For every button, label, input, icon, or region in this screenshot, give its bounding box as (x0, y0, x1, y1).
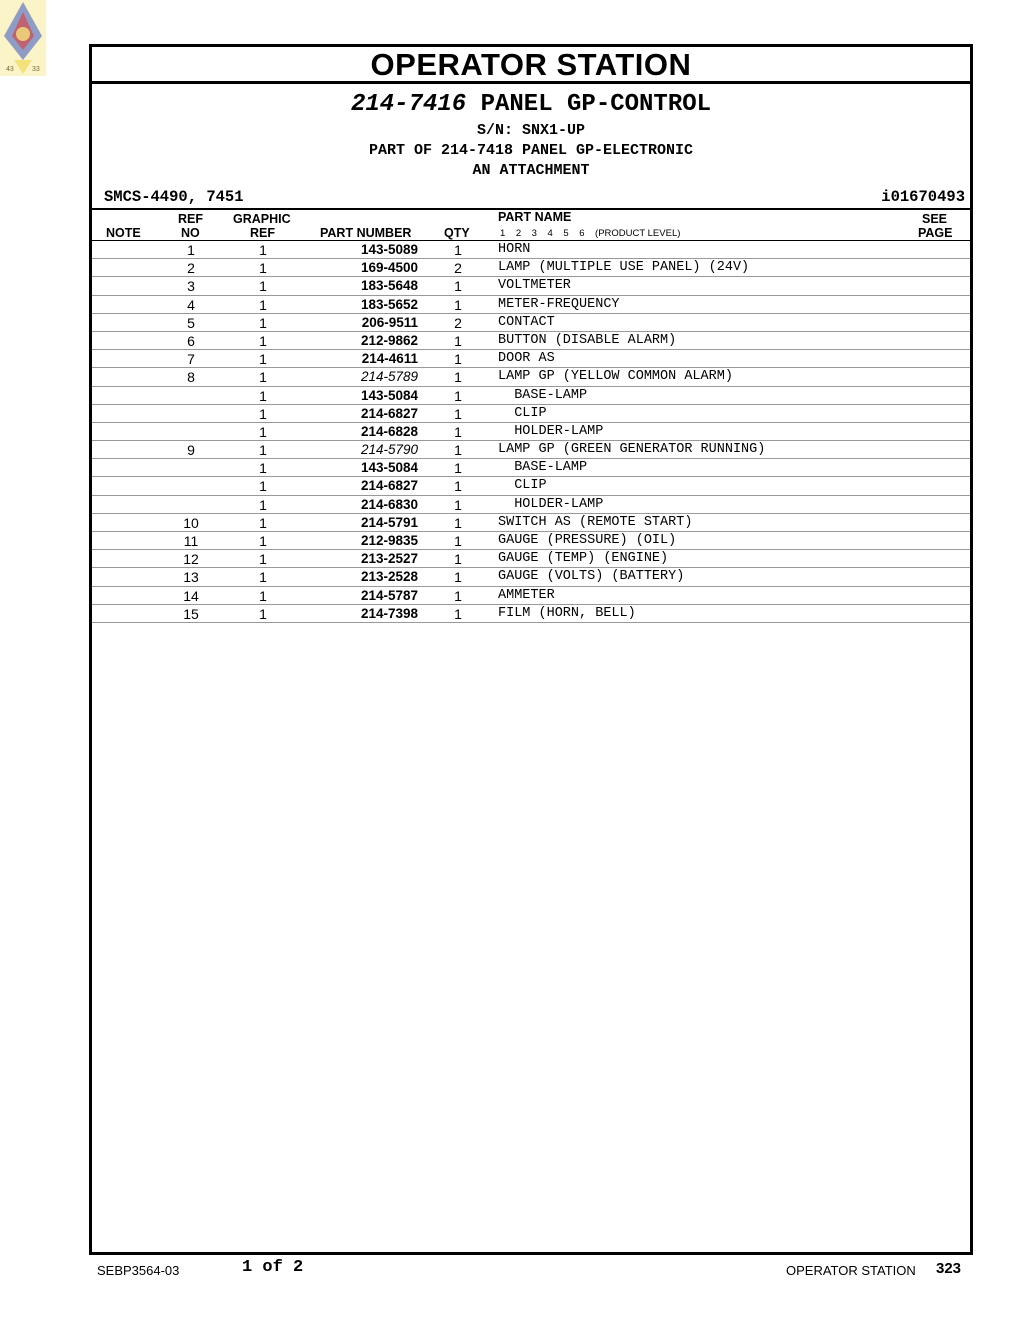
footer-doc-number: SEBP3564-03 (97, 1263, 180, 1278)
part-number: 214-5790 (360, 442, 418, 458)
publisher-logo (0, 0, 46, 76)
col-part-number: PART NUMBER (320, 226, 412, 240)
part-number: 206-9511 (361, 314, 418, 330)
part-number: 214-6828 (360, 423, 418, 439)
graphic-ref: 1 (259, 387, 267, 404)
table-row (92, 568, 970, 586)
qty: 1 (454, 405, 462, 422)
ref-no: 6 (187, 332, 195, 349)
qty: 1 (454, 514, 462, 531)
qty: 1 (454, 533, 462, 549)
ref-no: 8 (187, 369, 195, 386)
part-number: 214-5789 (360, 369, 418, 385)
part-name: LAMP GP (GREEN GENERATOR RUNNING) (498, 442, 766, 458)
graphic-ref: 1 (259, 260, 267, 277)
graphic-ref: 1 (259, 478, 267, 495)
part-number: 214-7398 (360, 605, 418, 621)
part-number: 212-9835 (360, 533, 418, 548)
part-number: 183-5652 (360, 296, 418, 312)
logo-left-number: 43 (6, 66, 14, 73)
graphic-ref: 1 (259, 442, 267, 459)
qty: 1 (454, 296, 462, 313)
table-row (92, 368, 970, 386)
graphic-ref: 1 (259, 314, 267, 331)
qty: 1 (454, 332, 462, 349)
ref-no: 9 (187, 442, 195, 459)
part-name: CLIP (498, 478, 547, 494)
assembly-title (92, 91, 970, 118)
qty: 1 (454, 605, 462, 622)
column-headers (92, 210, 970, 241)
ref-no: 5 (187, 314, 195, 331)
table-row (92, 532, 970, 550)
part-name: VOLTMETER (498, 278, 571, 294)
part-number: 143-5084 (360, 387, 418, 403)
col-product-levels: 1 2 3 4 5 6 (PRODUCT LEVEL) (500, 228, 681, 239)
table-row (92, 514, 970, 532)
qty: 1 (454, 460, 462, 477)
ref-no: 2 (187, 260, 195, 277)
ref-no: 11 (183, 533, 199, 549)
table-row (92, 314, 970, 332)
part-number: 214-6827 (360, 405, 418, 421)
ref-no: 15 (183, 605, 199, 622)
col-note: NOTE (106, 226, 141, 240)
qty: 1 (454, 569, 462, 586)
col-ref-bottom: NO (181, 226, 200, 240)
qty: 1 (454, 242, 462, 258)
qty: 2 (454, 260, 462, 277)
part-name: LAMP (MULTIPLE USE PANEL) (24V) (498, 260, 750, 276)
col-graphic-bottom: REF (250, 226, 275, 240)
table-row (92, 241, 970, 259)
graphic-ref: 1 (259, 533, 267, 549)
assembly-header (92, 84, 970, 210)
parts-list-frame (89, 44, 973, 1255)
assembly-part-number: 214-7416 (350, 91, 467, 118)
ref-no: 1 (187, 242, 195, 258)
ref-no: 10 (183, 514, 199, 531)
table-row (92, 405, 970, 423)
part-name: DOOR AS (498, 351, 555, 367)
logo-right-number: 33 (32, 66, 40, 73)
graphic-ref: 1 (259, 405, 267, 422)
smcs-code: SMCS-4490, 7451 (104, 188, 244, 206)
part-number: 143-5084 (360, 460, 418, 476)
qty: 1 (454, 369, 462, 386)
part-name: GAUGE (VOLTS) (BATTERY) (498, 569, 685, 585)
part-name: FILM (HORN, BELL) (498, 605, 636, 621)
part-number: 212-9862 (360, 332, 418, 348)
table-row (92, 496, 970, 514)
table-row (92, 387, 970, 405)
graphic-ref: 1 (259, 551, 267, 568)
table-row (92, 332, 970, 350)
part-name: BUTTON (DISABLE ALARM) (498, 332, 677, 348)
part-name: HOLDER-LAMP (498, 496, 604, 512)
graphic-ref: 1 (259, 423, 267, 440)
table-row (92, 277, 970, 295)
table-row (92, 477, 970, 495)
table-row (92, 587, 970, 605)
part-number: 213-2528 (360, 569, 418, 585)
col-see-top: SEE (922, 212, 948, 226)
part-name: CLIP (498, 405, 547, 421)
qty: 1 (454, 278, 462, 295)
graphic-ref: 1 (259, 296, 267, 313)
table-row (92, 459, 970, 477)
illustration-id: i01670493 (881, 188, 965, 206)
part-name: LAMP GP (YELLOW COMMON ALARM) (498, 369, 733, 385)
ref-no: 13 (183, 569, 199, 586)
ref-no: 7 (187, 351, 195, 368)
attachment-note: AN ATTACHMENT (472, 162, 590, 179)
part-number: 214-5787 (360, 587, 418, 603)
ref-no: 3 (187, 278, 195, 295)
qty: 1 (454, 587, 462, 604)
qty: 1 (454, 387, 462, 404)
table-row (92, 605, 970, 623)
ref-no: 12 (183, 551, 199, 568)
part-number: 143-5089 (360, 242, 418, 257)
part-name: GAUGE (TEMP) (ENGINE) (498, 551, 669, 567)
footer-page-number: 323 (936, 1260, 962, 1277)
part-name: AMMETER (498, 587, 555, 603)
part-number: 214-5791 (360, 514, 418, 530)
graphic-ref: 1 (259, 569, 267, 586)
part-name: METER-FREQUENCY (498, 296, 620, 312)
graphic-ref: 1 (259, 242, 267, 258)
table-row (92, 550, 970, 568)
part-number: 213-2527 (360, 551, 418, 567)
col-qty: QTY (444, 226, 470, 240)
graphic-ref: 1 (259, 587, 267, 604)
footer-section: OPERATOR STATION (786, 1263, 916, 1278)
part-of: PART OF 214-7418 PANEL GP-ELECTRONIC (368, 142, 694, 159)
col-part-name: PART NAME (498, 210, 572, 224)
parts-table-body (92, 241, 970, 623)
graphic-ref: 1 (259, 605, 267, 622)
qty: 1 (454, 442, 462, 459)
col-see-bottom: PAGE (918, 226, 953, 240)
table-row (92, 296, 970, 314)
graphic-ref: 1 (259, 496, 267, 513)
col-graphic-top: GRAPHIC (233, 212, 291, 226)
part-number: 183-5648 (360, 278, 418, 294)
col-ref-top: REF (178, 212, 203, 226)
part-name: GAUGE (PRESSURE) (OIL) (498, 533, 677, 548)
qty: 2 (454, 314, 462, 331)
graphic-ref: 1 (259, 278, 267, 295)
qty: 1 (454, 351, 462, 368)
table-row (92, 441, 970, 459)
assembly-part-name: PANEL GP-CONTROL (480, 91, 712, 118)
page-title: OPERATOR STATION (92, 47, 970, 84)
graphic-ref: 1 (259, 351, 267, 368)
footer-page-of: 1 of 2 (242, 1258, 304, 1277)
graphic-ref: 1 (259, 514, 267, 531)
part-name: HORN (498, 242, 531, 257)
serial-number: S/N: SNX1-UP (476, 122, 586, 139)
page-footer (0, 1258, 1020, 1282)
qty: 1 (454, 423, 462, 440)
qty: 1 (454, 478, 462, 495)
graphic-ref: 1 (259, 369, 267, 386)
part-name: BASE-LAMP (498, 460, 588, 476)
part-name: HOLDER-LAMP (498, 423, 604, 439)
graphic-ref: 1 (259, 332, 267, 349)
graphic-ref: 1 (259, 460, 267, 477)
table-row (92, 259, 970, 277)
ref-no: 14 (183, 587, 199, 604)
part-number: 214-4611 (361, 351, 418, 367)
part-name: CONTACT (498, 314, 555, 330)
part-number: 169-4500 (360, 260, 418, 276)
part-name: SWITCH AS (REMOTE START) (498, 514, 693, 530)
table-row (92, 350, 970, 368)
qty: 1 (454, 551, 462, 568)
part-number: 214-6827 (360, 478, 418, 494)
part-name: BASE-LAMP (498, 387, 588, 403)
qty: 1 (454, 496, 462, 513)
ref-no: 4 (187, 296, 195, 313)
table-row (92, 423, 970, 441)
part-number: 214-6830 (360, 496, 418, 512)
